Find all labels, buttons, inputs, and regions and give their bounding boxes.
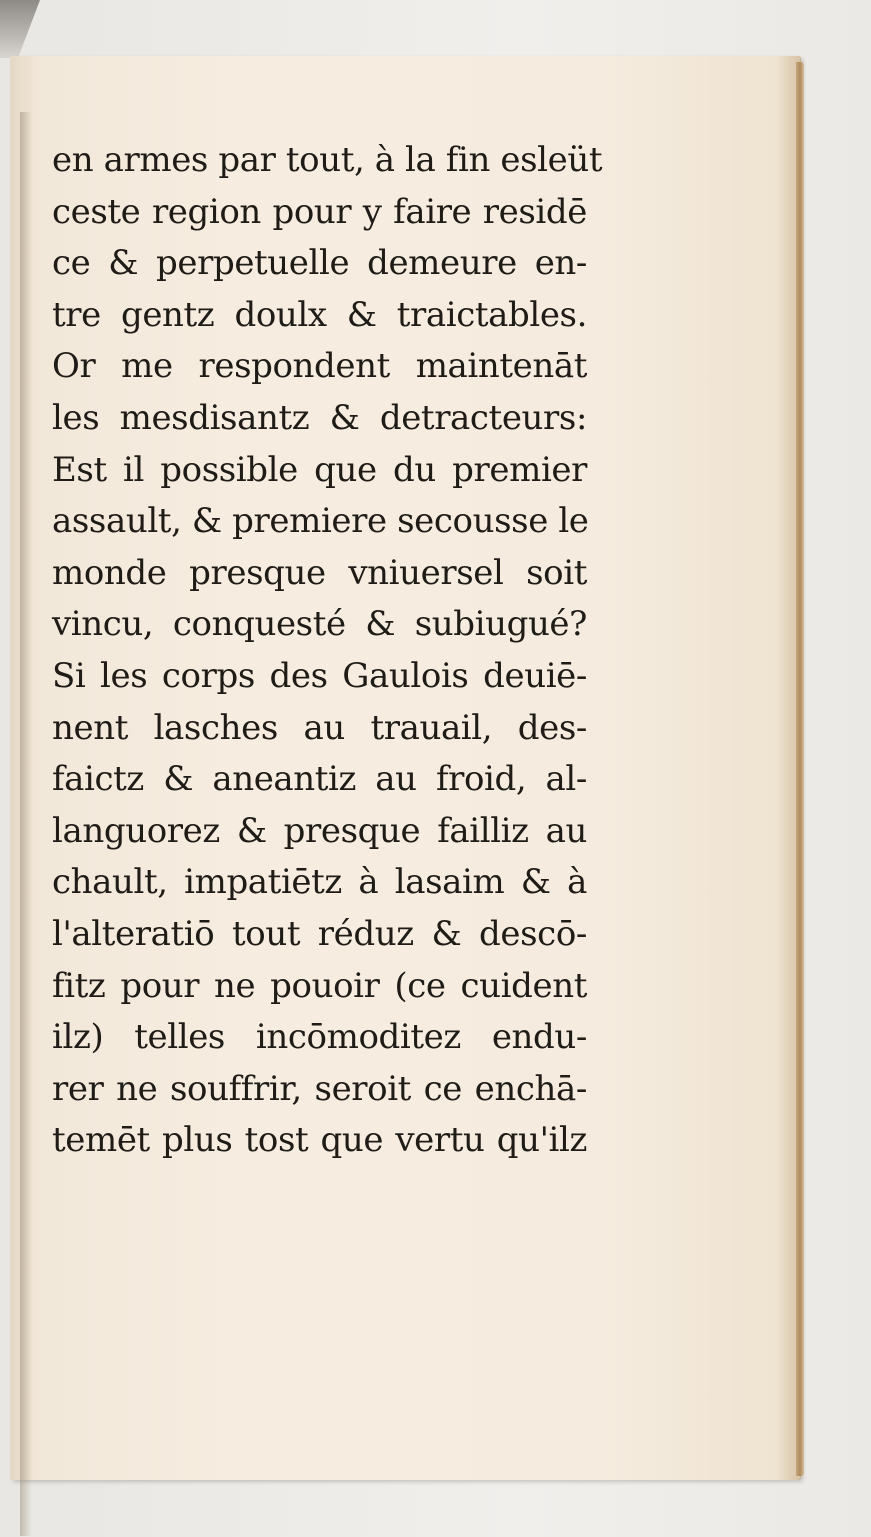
text-line: Or me respondent maintenāt: [52, 346, 587, 387]
gutter-shadow: [20, 112, 32, 1536]
text-line: Est il possible que du premier: [52, 449, 587, 490]
page-text-block: [52, 135, 603, 1167]
text-line: fitz pour ne pouoir (ce cuident: [52, 965, 587, 1006]
text-line: languorez & presque failliz au: [52, 810, 587, 851]
text-line: ce & perpetuelle demeure en-: [52, 243, 587, 284]
text-line: vincu, conquesté & subiugué?: [52, 604, 587, 645]
text-line: les mesdisantz & detracteurs:: [52, 397, 587, 438]
text-line: ilz) telles incōmoditez endu-: [52, 1017, 587, 1058]
text-line: ceste region pour y faire residē: [52, 191, 587, 232]
text-line: en armes par tout, à la fin esleüt: [52, 140, 603, 180]
page-fore-edge: [796, 62, 804, 1476]
text-line: rer ne souffrir, seroit ce enchā-: [52, 1068, 587, 1109]
text-line: tre gentz doulx & traictables.: [52, 294, 587, 335]
text-line: Si les corps des Gaulois deuiē-: [52, 655, 587, 696]
text-line: nent lasches au trauail, des-: [52, 707, 587, 748]
text-line: chault, impatiētz à lasaim & à: [52, 862, 587, 903]
text-line: l'alteratiō tout réduz & descō-: [52, 913, 587, 954]
text-line: faictz & aneantiz au froid, al-: [52, 759, 587, 800]
text-line: temēt plus tost que vertu qu'ilz: [52, 1120, 587, 1161]
text-line: monde presque vniuersel soit: [52, 552, 587, 593]
text-line: assault, & premiere secousse le: [52, 501, 589, 542]
